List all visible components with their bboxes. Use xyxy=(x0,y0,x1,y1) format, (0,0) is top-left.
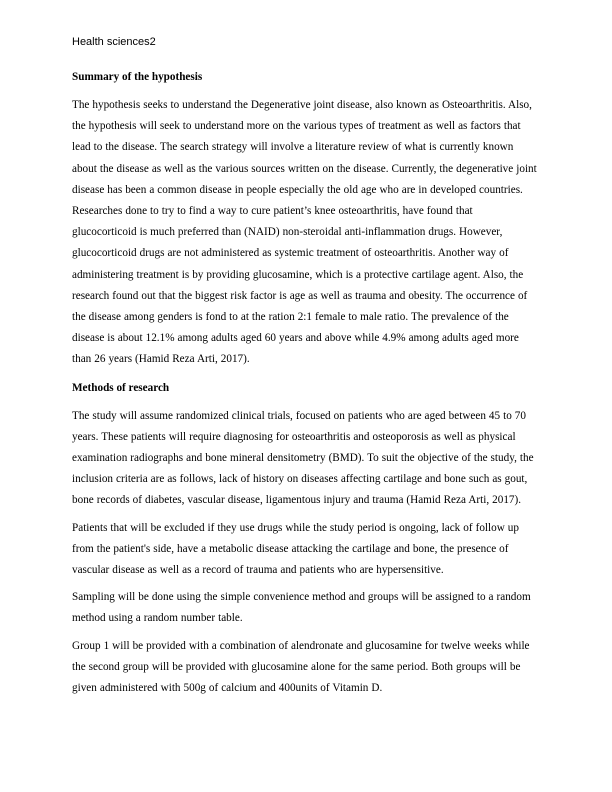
methods-paragraph-1: The study will assume randomized clinical trials, focused on patients who are aged between 45 to 70 years. These patients will require diagnosing for osteoarthritis and osteoporosis as well as physical examination radiographs and bone mineral densitometry (BMD). To suit the objective of the study, the inclusion criteria are as follows, lack of history on diseases affecting cartilage and bone such as gout, bone records of diabetes, vascular disease, ligamentous injury and trauma (Hamid Reza Arti, 2017). xyxy=(72,409,534,507)
methods-paragraph-3: Sampling will be done using the simple convenience method and groups will be assigned to a random method using a random number table. xyxy=(72,591,531,625)
section-heading-methods: Methods of research xyxy=(72,381,170,394)
running-head: Health sciences2 xyxy=(72,36,156,48)
section-heading-summary: Summary of the hypothesis xyxy=(72,71,203,83)
methods-paragraph-4: Group 1 will be provided with a combination of alendronate and glucosamine for twelve weeks while the second group will be provided with glucosamine alone for the same period. Both groups will be given administered with 500g of calcium and 400units of Vitamin D. xyxy=(72,639,530,695)
methods-paragraph-2: Patients that will be excluded if they use drugs while the study period is ongoing, lack of follow up from the patient's side, have a metabolic disease attacking the cartilage and bone, the presence of vascular disease as well as a record of trauma and patients who are hypersensitive. xyxy=(72,521,519,577)
summary-paragraph: The hypothesis seeks to understand the Degenerative joint disease, also known as Osteoarthritis. Also, the hypothesis will seek to understand more on the various types of treatment as well as factors that lead to the disease. The search strategy will involve a literature review of what is currently known about the disease as well as the various sources written on the disease. Currently, the degenerative joint disease has been a common disease in people especially the old age who are in developed countries. Researches done to try to find a way to cure patient’s knee osteoarthritis, have found that glucocorticoid is much preferred than (NAID) non-steroidal anti-inflammation drugs. However, glucocorticoid drugs are not administered as systemic treatment of osteoarthritis. Another way of administering treatment is by providing glucosamine, which is a protective cartilage agent. Also, the research found out that the biggest risk factor is age as well as trauma and obesity. The occurrence of the disease among genders is fond to at the ration 2:1 female to male ratio. The prevalence of the disease is about 12.1% among adults aged 60 years and above while 4.9% among adults aged more than 26 years (Hamid Reza Arti, 2017). xyxy=(72,99,537,366)
document-body xyxy=(72,66,540,705)
